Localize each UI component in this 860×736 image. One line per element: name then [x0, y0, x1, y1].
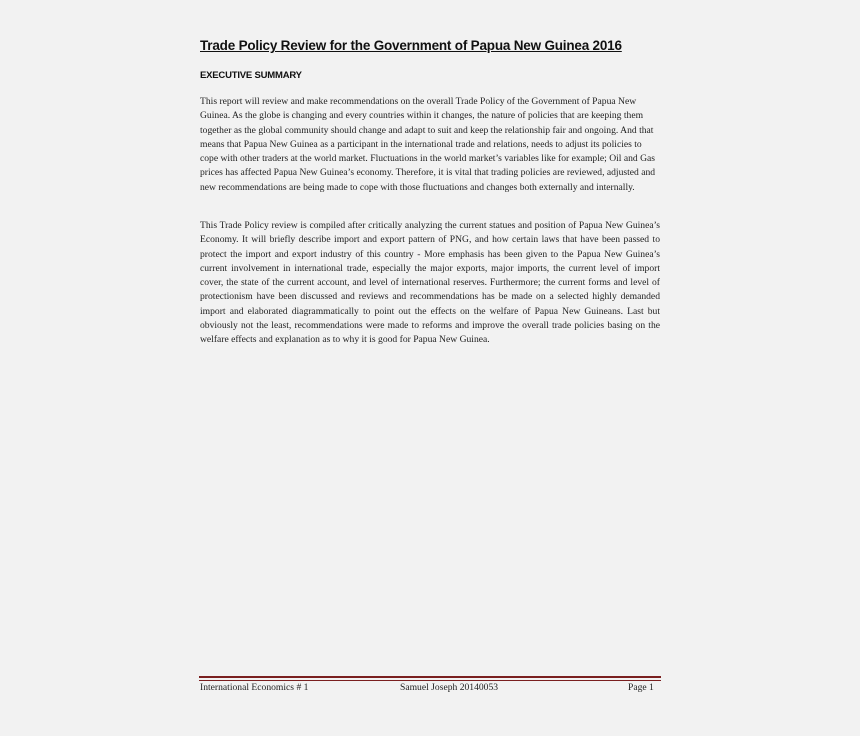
- footer-divider-thin: [199, 680, 661, 681]
- document-title: Trade Policy Review for the Government of Papua New Guinea 2016: [200, 38, 622, 53]
- footer-divider: [199, 676, 661, 678]
- section-heading: EXECUTIVE SUMMARY: [200, 70, 302, 81]
- footer-author: Samuel Joseph 20140053: [400, 682, 499, 693]
- footer-page-number: Page 1: [628, 682, 654, 693]
- paragraph-1: This report will review and make recommendations on the overall Trade Policy of the Government of Papua New Guinea. As the globe is changing and every countries within it changes, the nature of policies that are keeping them together as the global community should change and adapt to suit and keep the relationship fair and ongoing. And that means that Papua New Guinea as a participant in the international trade and relations, needs to adjust its policies to cope with other traders at the world market. Fluctuations in the world market’s variables like for example; Oil and Gas prices has affected Papua New Guinea’s economy. Therefore, it is vital that trading policies are reviewed, adjusted and new recommendations are being made to cope with those fluctuations and changes both externally and internally.: [200, 96, 656, 193]
- paragraph-2: This Trade Policy review is compiled after critically analyzing the current statues and position of Papua New Guinea’s Economy. It will briefly describe import and export pattern of PNG, and how certain laws that have been passed to protect the import and export industry of this country - More emphasis has been given to the Papua New Guinea’s current involvement in international trade, especially the major exports, major imports, the current level of import cover, the state of the current account, and level of international reserves. Furthermore; the current forms and level of protectionism have been discussed and reviews and recommendations has be made on a selected highly demanded import and elaborated diagrammatically to point out the effects on the welfare of Papua New Guineans. Last but obviously not the least, recommendations were made to reforms and improve the overall trade policies basing on the welfare effects and explanation as to why it is good for Papua New Guinea.: [200, 220, 660, 346]
- footer-course: International Economics # 1: [200, 682, 309, 693]
